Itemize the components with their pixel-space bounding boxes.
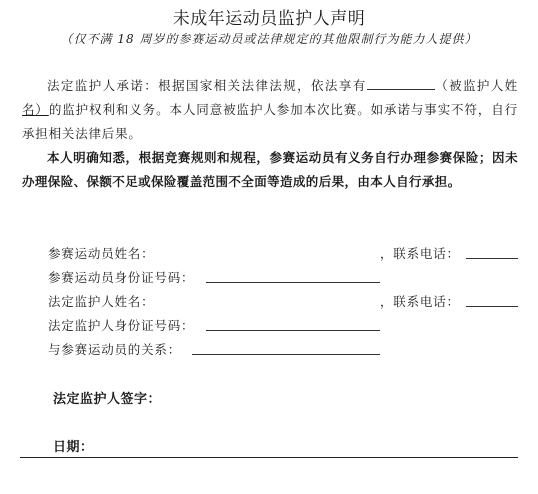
date-label: 日期： <box>53 440 94 455</box>
page-title: 未成年运动员监护人声明 <box>172 9 366 29</box>
commitment-text-start: 法定监护人承诺：根据国家相关法律法规，依法享有 <box>47 78 367 93</box>
ward-name-blank[interactable] <box>367 75 435 90</box>
athlete-name-label: 参赛运动员姓名： <box>48 246 155 261</box>
relationship-line[interactable] <box>192 354 380 355</box>
athlete-phone-line[interactable] <box>466 258 518 259</box>
guardian-id-label: 法定监护人身份证号码： <box>48 318 195 333</box>
ward-name-note-a: （被监护人姓 <box>434 78 518 93</box>
relationship-label: 与参赛运动员的关系： <box>48 342 182 357</box>
guardian-phone-label: ，联系电话： <box>380 294 460 309</box>
insurance-notice-paragraph: 本人明确知悉，根据竞赛规则和规程，参赛运动员有义务自行办理参赛保险；因未办理保险、保额不足或保险覆盖范围不全面等造成的后果，由本人自行承担。 <box>22 150 518 189</box>
guardian-name-label: 法定监护人姓名： <box>48 294 155 309</box>
guardian-signature-label: 法定监护人签字： <box>53 392 162 407</box>
athlete-phone-label: ，联系电话： <box>380 246 460 261</box>
athlete-id-line[interactable] <box>206 282 380 283</box>
guardian-id-line[interactable] <box>206 330 380 331</box>
page-subtitle: （仅不满 18 周岁的参赛运动员或法律规定的其他限制行为能力人提供） <box>60 32 478 46</box>
bottom-rule <box>20 457 518 458</box>
guardian-phone-line[interactable] <box>466 306 518 307</box>
athlete-id-label: 参赛运动员身份证号码： <box>48 270 195 285</box>
ward-name-note-b: 名） <box>22 102 49 117</box>
commitment-text-end: 的监护权利和义务。本人同意被监护人参加本次比赛。如承诺与事实不符，自行承担相关法律后果。 <box>22 102 518 141</box>
guardian-commitment-paragraph <box>22 74 518 146</box>
